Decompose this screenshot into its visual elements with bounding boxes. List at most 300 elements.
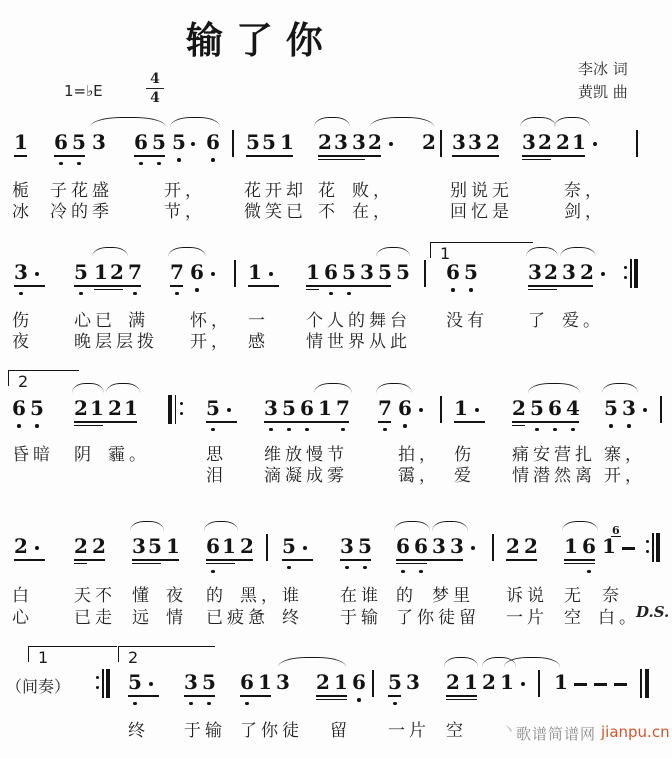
lyric-segment: 泪	[206, 466, 227, 486]
lyric-segment: 开，	[164, 181, 206, 201]
beam-line	[522, 159, 551, 161]
slur-arc	[130, 521, 164, 531]
lyric-segment: 天不	[74, 586, 116, 606]
slur-arc	[204, 521, 238, 531]
volta-label: 2	[128, 648, 139, 667]
lyric-segment: 感	[248, 332, 269, 352]
note-digit: 5	[206, 396, 220, 420]
note-digit: 6	[300, 396, 314, 420]
note-digit: 5	[202, 670, 216, 694]
lyric-segment: 怀，	[190, 311, 232, 331]
lyric-segment: 节，	[164, 202, 206, 222]
lyric-segment: 了你徒	[240, 721, 303, 741]
slur-arc	[528, 383, 580, 393]
note-digit: 2	[506, 534, 520, 558]
beam-line	[132, 559, 179, 561]
note-digit: 7	[378, 396, 392, 420]
note-digit: 5	[530, 396, 544, 420]
note-digit: 1	[166, 534, 180, 558]
lyric-segment: 冷的季	[50, 202, 113, 222]
beam-line	[378, 421, 391, 423]
note-digit: 1	[464, 670, 478, 694]
lyric-segment: 拍，	[398, 445, 440, 465]
beam-line	[396, 559, 463, 561]
beam-line	[512, 421, 579, 423]
slur-arc	[170, 117, 220, 127]
augmentation-dot	[303, 546, 307, 550]
lyric-segment: 于输	[184, 721, 226, 741]
note-digit: 3	[264, 396, 278, 420]
octave-dot	[157, 162, 161, 166]
lyric-segment: 梦里	[432, 586, 474, 606]
note-digit: 5	[604, 396, 618, 420]
slur-arc	[554, 117, 590, 127]
song-title: 输 了 你	[186, 18, 323, 62]
octave-dot	[207, 702, 211, 706]
octave-dot	[175, 292, 179, 296]
repeat-end-barline	[102, 669, 104, 698]
note-digit: 6	[396, 534, 410, 558]
augmentation-dot	[419, 408, 423, 412]
beam-line	[206, 563, 235, 565]
octave-dot	[189, 702, 193, 706]
repeat-end-barline	[652, 533, 654, 562]
augmentation-dot	[149, 682, 153, 686]
final-barline	[645, 669, 649, 698]
note-digit: 6	[582, 534, 596, 558]
beam-line	[316, 699, 347, 701]
note-digit: 2	[482, 670, 496, 694]
note-digit: 7	[128, 260, 142, 284]
octave-dot	[133, 292, 137, 296]
note-digit: 3	[452, 130, 466, 154]
lyric-segment: 霭，	[398, 466, 440, 486]
beam-line	[184, 695, 215, 697]
slur-arc	[92, 247, 128, 257]
beam-line	[528, 285, 593, 287]
beam-line	[318, 155, 381, 157]
note-digit: 6	[324, 260, 338, 284]
lyric-segment: 情潜然离	[512, 466, 596, 486]
volta-bracket	[8, 370, 79, 391]
note-digit: 5	[464, 260, 478, 284]
octave-dot	[305, 428, 309, 432]
slur-arc	[560, 247, 596, 257]
lyric-segment: 奈，	[564, 181, 606, 201]
beam-line	[522, 155, 585, 157]
volta-label: 2	[18, 372, 29, 391]
lyric-segment: 寨，	[604, 445, 646, 465]
lyric-segment: 昏暗	[12, 445, 54, 465]
octave-dot	[133, 702, 137, 706]
note-digit: 6	[54, 130, 68, 154]
lyric-segment: 心已	[74, 311, 116, 331]
note-digit: 2	[580, 260, 594, 284]
note-digit: 3	[14, 260, 28, 284]
barline	[232, 130, 234, 157]
octave-dot	[211, 570, 215, 574]
octave-dot	[403, 424, 407, 428]
lyricist-credit: 李冰 词	[578, 60, 628, 78]
note-digit: 5	[246, 130, 260, 154]
augmentation-dot	[191, 142, 195, 146]
beam-line	[564, 563, 595, 565]
lyric-segment: 的	[206, 586, 227, 606]
lyric-segment: 阴	[74, 445, 95, 465]
beam-line	[528, 289, 557, 291]
note-digit: 1	[334, 670, 348, 694]
augmentation-dot	[593, 142, 597, 146]
slur-arc	[376, 247, 410, 257]
lyric-segment: 终	[282, 608, 303, 628]
lyric-segment: 别说无	[450, 181, 513, 201]
note-digit: 3	[468, 130, 482, 154]
lyric-segment: 留	[330, 721, 351, 741]
lyric-segment: D.S.	[636, 603, 670, 621]
lyric-segment: 白。	[598, 608, 640, 628]
octave-dot	[363, 566, 367, 570]
augmentation-dot	[269, 272, 273, 276]
note-digit: 1	[258, 670, 272, 694]
volta-bracket	[118, 646, 215, 667]
beam-line	[54, 155, 85, 157]
note-digit: 6	[134, 130, 148, 154]
lyric-segment: 剑，	[564, 202, 606, 222]
lyric-segment: 了你徒留	[396, 608, 480, 628]
beam-line	[14, 155, 27, 157]
octave-dot	[287, 566, 291, 570]
lyric-segment: 没有	[446, 311, 488, 331]
note-digit: 6	[548, 396, 562, 420]
repeat-end-barline	[634, 259, 638, 288]
note-digit: 1	[500, 670, 514, 694]
lyric-segment: 花	[318, 181, 339, 201]
note-digit: 3	[432, 534, 446, 558]
beam-line	[128, 695, 159, 697]
note-digit: 1	[280, 130, 294, 154]
octave-dot	[177, 158, 181, 162]
barline	[440, 396, 442, 423]
note-digit: 1	[318, 396, 332, 420]
beam-line	[512, 425, 525, 427]
note-digit: 5	[72, 130, 86, 154]
augmentation-dot	[35, 546, 39, 550]
slur-arc	[444, 657, 478, 667]
augmentation-dot	[471, 546, 475, 550]
lyric-segment: 滴凝成雾	[264, 466, 348, 486]
lyric-segment: 爱。	[562, 311, 604, 331]
note-digit: 3	[406, 670, 420, 694]
note-digit: 5	[172, 130, 186, 154]
beam-line	[206, 421, 237, 423]
repeat-dot	[180, 402, 183, 405]
note-digit: 6	[414, 534, 428, 558]
beam-line	[454, 421, 485, 423]
octave-dot	[139, 162, 143, 166]
octave-dot	[347, 292, 351, 296]
repeat-dot	[96, 676, 99, 679]
note-digit: 3	[360, 260, 374, 284]
note-digit: 3	[522, 130, 536, 154]
note-digit: 5	[396, 260, 410, 284]
beam-line	[94, 289, 123, 291]
beam-line	[506, 559, 537, 561]
beam-line	[134, 155, 165, 157]
note-digit: 3	[184, 670, 198, 694]
note-digit: 4	[566, 396, 580, 420]
note-digit: 2	[316, 670, 330, 694]
lyric-segment: 谁	[282, 586, 303, 606]
octave-dot	[383, 428, 387, 432]
note-digit: 5	[30, 396, 44, 420]
slur-arc	[394, 521, 430, 531]
lyric-segment: 冰	[12, 202, 33, 222]
time-signature-denominator: 4	[150, 90, 160, 106]
note-digit: 6	[446, 260, 460, 284]
note-digit: 5	[378, 260, 392, 284]
lyric-segment: 个人的舞台	[306, 311, 411, 331]
lyric-segment: 情	[166, 608, 187, 628]
repeat-end-barline	[656, 533, 660, 562]
augmentation-dot	[643, 408, 647, 412]
note-digit: 2	[74, 534, 88, 558]
lyric-segment: 夜	[12, 332, 33, 352]
lyric-segment: 栀	[12, 181, 33, 201]
repeat-start-barline	[175, 395, 177, 424]
note-digit: 2	[538, 130, 552, 154]
note-digit: 2	[108, 396, 122, 420]
note-digit: 2	[318, 130, 332, 154]
beam-line	[248, 285, 279, 287]
slur-arc	[278, 657, 346, 667]
composer-credit: 黄凯 曲	[578, 83, 628, 101]
lyric-segment: 在，	[352, 202, 394, 222]
augmentation-dot	[521, 682, 525, 686]
note-digit: 3	[562, 260, 576, 284]
note-digit: 1	[90, 396, 104, 420]
barline	[660, 396, 662, 423]
note-digit: 5	[74, 260, 88, 284]
note-digit: 6	[206, 130, 220, 154]
note-digit: 2	[422, 130, 436, 154]
barline	[492, 534, 494, 561]
lyric-segment: 花开却	[244, 181, 307, 201]
lyric-segment: 懂	[132, 586, 153, 606]
watermark-url-link[interactable]: jianpu.cn	[601, 723, 670, 741]
note-digit: 3	[528, 260, 542, 284]
octave-dot	[17, 424, 21, 428]
lyric-segment: 伤	[454, 445, 475, 465]
note-digit: 6	[240, 670, 254, 694]
slur-arc	[90, 117, 166, 127]
note-digit: 1	[14, 130, 28, 154]
beam-line	[206, 559, 253, 561]
beam-line	[282, 559, 313, 561]
octave-dot	[269, 428, 273, 432]
duration-dash	[574, 683, 587, 686]
duration-dash	[622, 547, 635, 550]
octave-dot	[401, 570, 405, 574]
lyric-segment: 维放慢节	[264, 445, 348, 465]
beam-line	[74, 285, 141, 287]
note-digit: 5	[342, 260, 356, 284]
note-digit: 7	[336, 396, 350, 420]
beam-line	[74, 559, 105, 561]
slur-arc	[168, 247, 206, 257]
lyric-segment: 空	[446, 721, 467, 741]
note-digit: 3	[450, 534, 464, 558]
augmentation-dot	[227, 408, 231, 412]
octave-dot	[535, 428, 539, 432]
barline	[538, 670, 540, 697]
octave-dot	[211, 158, 215, 162]
beam-line	[264, 421, 349, 423]
slur-arc	[370, 117, 434, 127]
octave-dot	[553, 428, 557, 432]
lyric-segment: 不	[318, 202, 339, 222]
repeat-dot	[624, 266, 627, 269]
lyric-segment: 霾。	[108, 445, 150, 465]
lyric-segment: 情世界从此	[306, 332, 411, 352]
note-digit: 5	[282, 396, 296, 420]
lyric-segment: 败，	[352, 181, 394, 201]
beam-line	[388, 695, 401, 697]
key-signature: 1=♭E	[64, 82, 103, 100]
note-digit: 6	[12, 396, 26, 420]
note-digit: 2	[556, 130, 570, 154]
beam-line	[240, 695, 271, 697]
repeat-dot	[646, 550, 649, 553]
note-digit: 5	[148, 534, 162, 558]
lyric-segment: 思	[206, 445, 227, 465]
note-digit: 3	[276, 670, 290, 694]
beam-line	[74, 563, 87, 565]
lyric-segment: 奈	[602, 586, 623, 606]
volta-label: 1	[38, 648, 49, 667]
augmentation-dot	[35, 272, 39, 276]
lyric-segment: 子花盛	[50, 181, 113, 201]
lyric-segment: 了	[528, 311, 549, 331]
note-digit: 2	[110, 260, 124, 284]
slur-arc	[106, 383, 140, 393]
note-digit: 3	[622, 396, 636, 420]
slur-arc	[314, 383, 352, 393]
note-digit: 6	[206, 534, 220, 558]
note-digit: 2	[486, 130, 500, 154]
note-digit: 1	[248, 260, 262, 284]
note-digit: 1	[554, 670, 568, 694]
augmentation-dot	[389, 142, 393, 146]
slur-arc	[602, 383, 638, 393]
note-digit: 5	[282, 534, 296, 558]
octave-dot	[393, 702, 397, 706]
lyric-segment: 于输	[340, 608, 382, 628]
octave-dot	[77, 162, 81, 166]
volta-label: 1	[440, 244, 451, 263]
note-digit: 2	[74, 396, 88, 420]
time-signature-numerator: 4	[146, 71, 164, 89]
lyric-segment: 一片	[388, 721, 430, 741]
note-digit: 2	[14, 534, 28, 558]
octave-dot	[469, 288, 473, 292]
repeat-start-barline	[168, 395, 172, 424]
lyric-segment: 开，	[190, 332, 232, 352]
repeat-dot	[624, 276, 627, 279]
lyric-segment: 已疲惫	[206, 608, 269, 628]
lyric-segment: 丶	[500, 721, 521, 741]
note-digit: 5	[128, 670, 142, 694]
beam-line	[452, 155, 499, 157]
note-digit: 2	[544, 260, 558, 284]
octave-dot	[329, 292, 333, 296]
barline	[440, 130, 442, 157]
note-digit: 5	[262, 130, 276, 154]
octave-dot	[587, 570, 591, 574]
note-digit: 3	[92, 130, 106, 154]
note-digit: 1	[222, 534, 236, 558]
beam-line	[564, 559, 595, 561]
barline	[372, 670, 374, 697]
beam-line	[14, 559, 45, 561]
octave-dot	[245, 702, 249, 706]
note-digit: 2	[446, 670, 460, 694]
lyric-segment: 空	[564, 608, 585, 628]
note-digit: 1	[306, 260, 320, 284]
lyric-segment: 心	[12, 608, 33, 628]
note-digit: 7	[170, 260, 184, 284]
note-digit: 1	[602, 534, 616, 558]
lyric-segment: 无	[564, 586, 585, 606]
beam-line	[306, 289, 319, 291]
barline	[424, 260, 426, 287]
note-digit: 1	[94, 260, 108, 284]
barline	[234, 260, 236, 287]
beam-line	[14, 285, 45, 287]
note-digit: 5	[388, 670, 402, 694]
lyric-segment: 的	[396, 586, 417, 606]
note-digit: 6	[352, 670, 366, 694]
lyric-segment: 微笑已	[244, 202, 307, 222]
octave-dot	[287, 428, 291, 432]
note-digit: 3	[132, 534, 146, 558]
augmentation-dot	[601, 272, 605, 276]
slur-arc	[520, 117, 556, 127]
note-digit: 1	[454, 396, 468, 420]
barline	[266, 534, 268, 561]
lyric-segment: 白	[12, 586, 33, 606]
octave-dot	[357, 698, 361, 702]
lyric-segment: 一	[248, 311, 269, 331]
note-digit: 2	[240, 534, 254, 558]
repeat-dot	[180, 412, 183, 415]
beam-line	[318, 159, 365, 161]
octave-dot	[59, 162, 63, 166]
note-digit: 6	[398, 396, 412, 420]
note-digit: 5	[152, 130, 166, 154]
note-digit: 3	[340, 534, 354, 558]
lyric-segment: 开，	[604, 466, 646, 486]
octave-dot	[35, 424, 39, 428]
augmentation-dot	[211, 272, 215, 276]
lyric-segment: 爱	[454, 466, 475, 486]
note-digit: 3	[334, 130, 348, 154]
repeat-dot	[646, 540, 649, 543]
beam-line	[132, 563, 161, 565]
octave-dot	[451, 288, 455, 292]
beam-line	[396, 563, 427, 565]
octave-dot	[345, 566, 349, 570]
beam-line	[316, 695, 347, 697]
